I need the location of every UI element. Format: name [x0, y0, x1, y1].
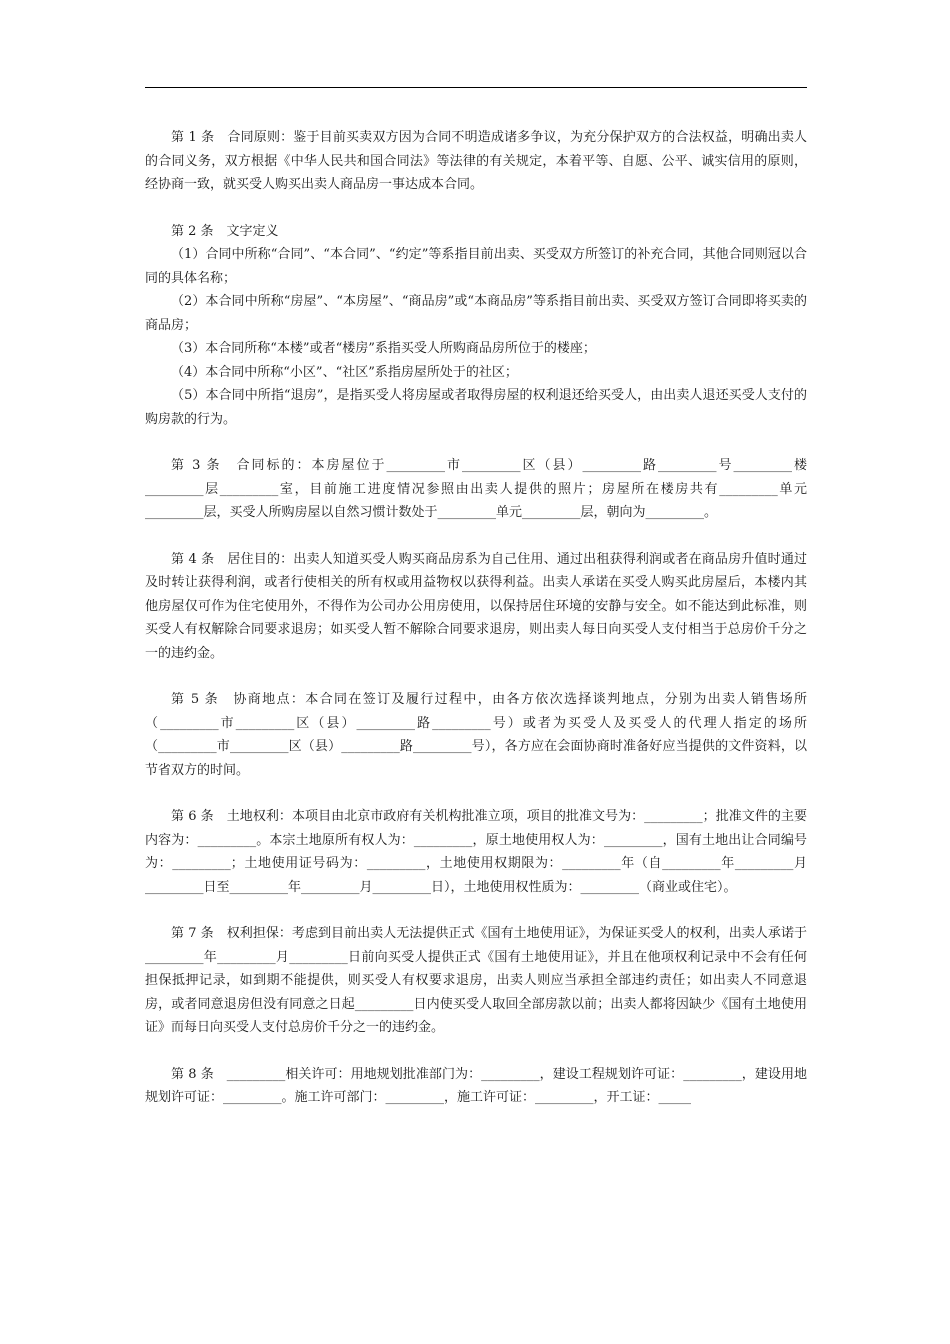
document-body — [145, 126, 807, 1110]
article-1: 第 1 条 合同原则：鉴于目前买卖双方因为合同不明造成诸多争议，为充分保护双方的合法权益，明确出卖人的合同义务，双方根据《中华人民共和国合同法》等法律的有关规定，本着平等、自愿、公平、诚实信用的原则，经协商一致，就买受人购买出卖人商品房一事达成本合同。 — [145, 130, 807, 192]
article-2-item-3: （3）本合同所称“本楼”或者“楼房”系指买受人所购商品房所位于的楼座； — [171, 341, 596, 356]
article-8: 第 8 条 _________相关许可：用地规划批准部门为：_________，建设工程规划许可证：_________，建设用地规划许可证：_________。施工许可部门：_________，施工许可证：_________，开工证：_____ — [145, 1066, 807, 1105]
article-2-heading: 第 2 条 文字定义 — [171, 223, 279, 239]
article-4: 第 4 条 居住目的：出卖人知道买受人购买商品房系为自己住用、通过出租获得利润或者在商品房升值时通过及时转让获得利润，或者行使相关的所有权或用益物权以获得利益。出卖人承诺在买受人购买此房屋后，本楼内其他房屋仅可作为住宅使用外，不得作为公司办公用房使用，以保持居住环境的安静与安全。如不能达到此标准，则买受人有权解除合同要求退房；如买受人暂不解除合同要求退房，则出卖人每日向买受人支付相当于总房价千分之一的违约金。 — [145, 551, 807, 661]
article-2-item-4: （4）本合同中所称“小区”、“社区”系指房屋所处于的社区； — [171, 364, 518, 380]
header-rule — [145, 87, 807, 88]
article-2-item-5: （5）本合同中所指“退房”，是指买受人将房屋或者取得房屋的权利退还给买受人，由出卖人退还买受人支付的购房款的行为。 — [145, 388, 807, 427]
article-6: 第 6 条 土地权利：本项目由北京市政府有关机构批准立项，项目的批准文号为：_________；批准文件的主要内容为：_________。本宗土地原所有权人为：_________，原土地使用权人为：_________，国有土地出让合同编号为：_________；土地使用证号码为：_________，土地使用权期限为：_________年（自_________年_________月_________日至_________年_________月_________日），土地使用权性质为：_________（商业或住宅）。 — [145, 809, 807, 895]
article-7: 第 7 条 权利担保：考虑到目前出卖人无法提供正式《国有土地使用证》，为保证买受人的权利，出卖人承诺于_________年_________月_________日前向买受人提供正式《国有土地使用证》，并且在他项权利记录中不会有任何担保抵押记录，如到期不能提供，则买受人有权要求退房，出卖人则应当承担全部违约责任；如出卖人不同意退房，或者同意退房但没有同意之日起_________日内使买受人取回全部房款以前；出卖人都将因缺少《国有土地使用证》而每日向买受人支付总房价千分之一的违约金。 — [145, 926, 807, 1035]
article-2-item-1: （1）合同中所称“合同”、“本合同”、“约定”等系指目前出卖、买受双方所签订的补充合同，其他合同则冠以合同的具体名称； — [145, 247, 807, 286]
article-5: 第 5 条 协商地点：本合同在签订及履行过程中，由各方依次选择谈判地点，分别为出卖人销售场所（_________市_________区（县）_________路_________号）或者为买受人及买受人的代理人指定的场所（_________市_________区（县）_________路_________号），各方应在会面协商时准备好应当提供的文件资料，以节省双方的时间。 — [145, 692, 807, 778]
article-2-item-2: （2）本合同中所称“房屋”、“本房屋”、“商品房”或“本商品房”等系指目前出卖、买受双方签订合同即将买卖的商品房； — [145, 294, 807, 333]
article-3: 第 3 条 合同标的：本房屋位于_________市_________区（县）_________路_________号_________楼_________层_________室，目前施工进度情况参照由出卖人提供的照片；房屋所在楼房共有_________单元_________层，买受人所购房屋以自然习惯计数处于_________单元_________层，朝向为_________。 — [145, 458, 807, 520]
